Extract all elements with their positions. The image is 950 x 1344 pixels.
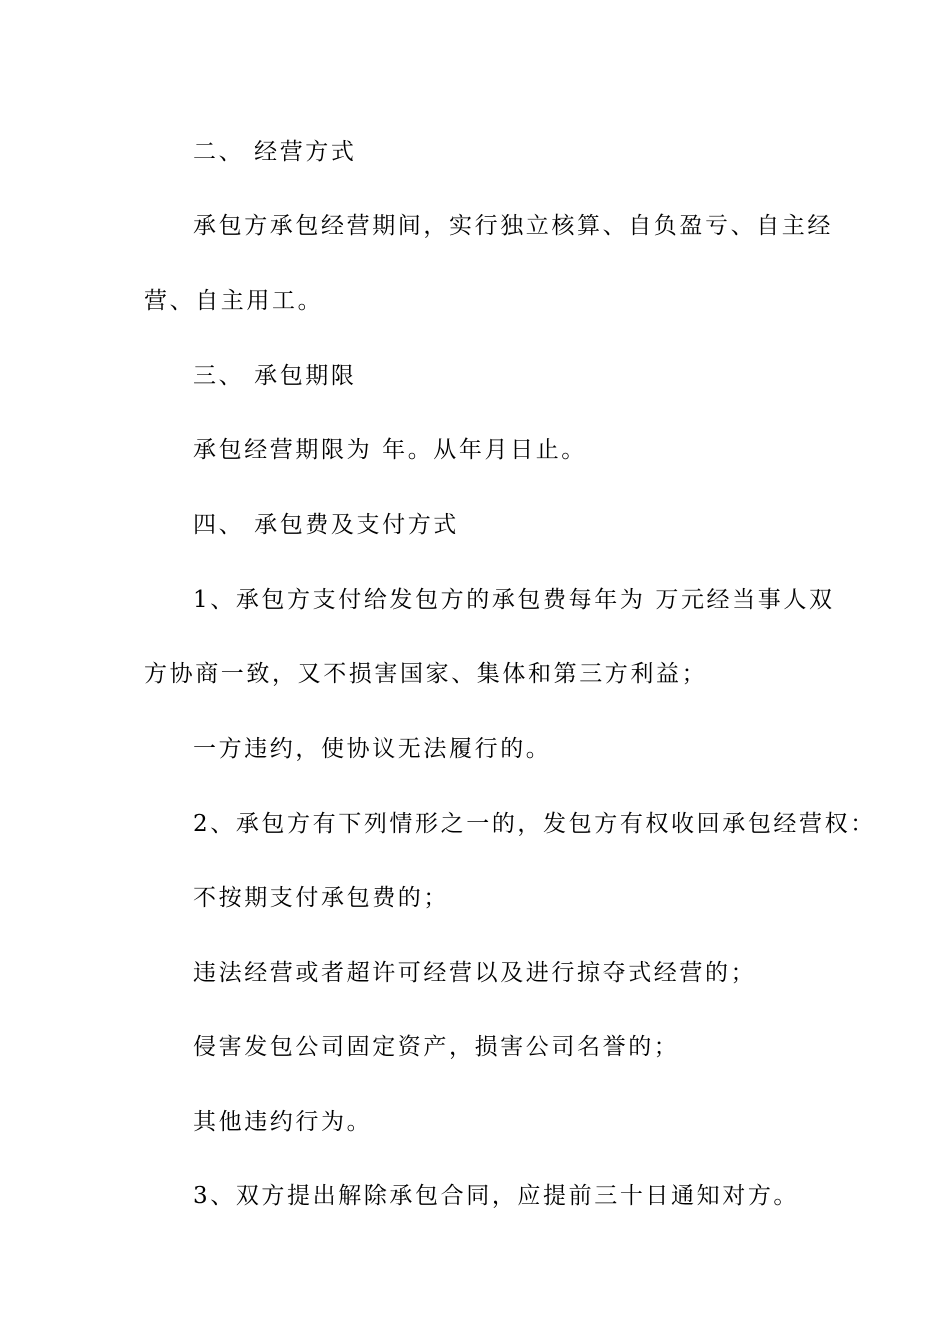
list-item: 其他违约行为。 <box>193 1109 373 1135</box>
paragraph-line: 营、自主用工。 <box>144 288 324 314</box>
list-item: 不按期支付承包费的； <box>193 885 449 911</box>
paragraph-line: 1、承包方支付给发包方的承包费每年为 万元经当事人双 <box>193 587 835 613</box>
section-heading-3: 三、 承包期限 <box>193 363 357 389</box>
paragraph-line: 3、双方提出解除承包合同，应提前三十日通知对方。 <box>193 1183 800 1209</box>
paragraph-line: 承包方承包经营期间，实行独立核算、自负盈亏、自主经 <box>193 213 833 239</box>
list-item: 违法经营或者超许可经营以及进行掠夺式经营的； <box>193 960 757 986</box>
list-item: 侵害发包公司固定资产，损害公司名誉的； <box>193 1034 680 1060</box>
section-heading-2: 二、 经营方式 <box>193 139 357 165</box>
paragraph-line: 方协商一致，又不损害国家、集体和第三方利益； <box>144 661 708 687</box>
paragraph-line: 2、承包方有下列情形之一的，发包方有权收回承包经营权： <box>193 811 876 837</box>
paragraph-line: 承包经营期限为 年。从年月日止。 <box>193 437 587 463</box>
paragraph-line: 一方违约，使协议无法履行的。 <box>193 736 552 762</box>
section-heading-4: 四、 承包费及支付方式 <box>193 512 459 538</box>
